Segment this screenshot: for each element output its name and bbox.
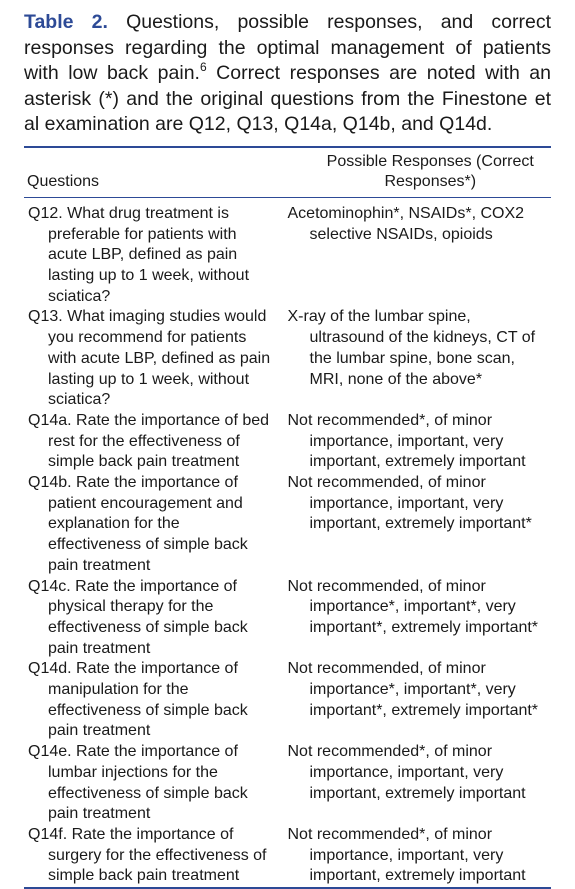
table-header (24, 148, 551, 198)
question-cell: Q12. What drug treatment is preferable for patients with acute LBP, defined as pain lasting up to 1 week, without sciatica? (28, 204, 250, 305)
table-row (24, 411, 551, 473)
header-responses: Possible Responses (Correct Responses*) (326, 152, 534, 191)
caption-text-continued: Correct responses are noted with an asterisk (*) and the original questions from the Finestone et al examination are Q12, Q13, Q14a, Q14b, and Q14d. (24, 62, 551, 135)
table-row (24, 577, 551, 660)
responses-cell: Not recommended, of minor importance*, important*, very important*, extremely important* (287, 577, 539, 636)
questions-table (24, 148, 551, 888)
responses-cell: Not recommended*, of minor importance, important, very important, extremely important (287, 411, 526, 471)
header-questions: Questions (27, 173, 100, 191)
table-row (24, 742, 551, 825)
question-cell: Q14b. Rate the importance of patient encouragement and explanation for the effectiveness of simple back pain treatment (28, 474, 248, 574)
header-row (24, 148, 551, 197)
table-row (24, 659, 551, 742)
caption-text: Questions, possible responses, and correct responses regarding the optimal management of patients with low back pain. (24, 11, 551, 84)
responses-cell: Not recommended*, of minor importance, important, very important, extremely important (287, 826, 526, 885)
caption-reference: 6 (199, 59, 207, 74)
question-cell: Q14d. Rate the importance of manipulation for the effectiveness of simple back pain treatment (28, 660, 248, 740)
question-cell: Q14e. Rate the importance of lumbar injections for the effectiveness of simple back pain treatment (28, 743, 248, 823)
table-body (24, 198, 551, 887)
responses-cell: Acetominophin*, NSAIDs*, COX2 selective NSAIDs, opioids (287, 204, 525, 243)
responses-cell: Not recommended, of minor importance*, important*, very important*, extremely important* (287, 660, 539, 719)
responses-cell: Not recommended, of minor importance, important, very important, extremely important* (287, 474, 532, 533)
question-cell: Q14a. Rate the importance of bed rest for the effectiveness of simple back pain treatment (28, 411, 270, 471)
table-row (24, 473, 551, 577)
question-cell: Q14f. Rate the importance of surgery for the effectiveness of simple back pain treatment (28, 826, 267, 885)
table-caption (24, 10, 551, 138)
table-row (24, 307, 551, 411)
question-cell: Q14c. Rate the importance of physical therapy for the effectiveness of simple back pain treatment (28, 577, 248, 657)
question-cell: Q13. What imaging studies would you recommend for patients with acute LBP, defined as pain lasting up to 1 week, without sciatica? (28, 308, 271, 409)
caption-label: Table 2. (24, 11, 108, 33)
responses-cell: Not recommended*, of minor importance, important, very important, extremely important (287, 743, 526, 802)
table-row (24, 198, 551, 308)
responses-cell: X-ray of the lumbar spine, ultrasound of the kidneys, CT of the lumbar spine, bone scan, MRI, none of the above* (287, 308, 536, 388)
